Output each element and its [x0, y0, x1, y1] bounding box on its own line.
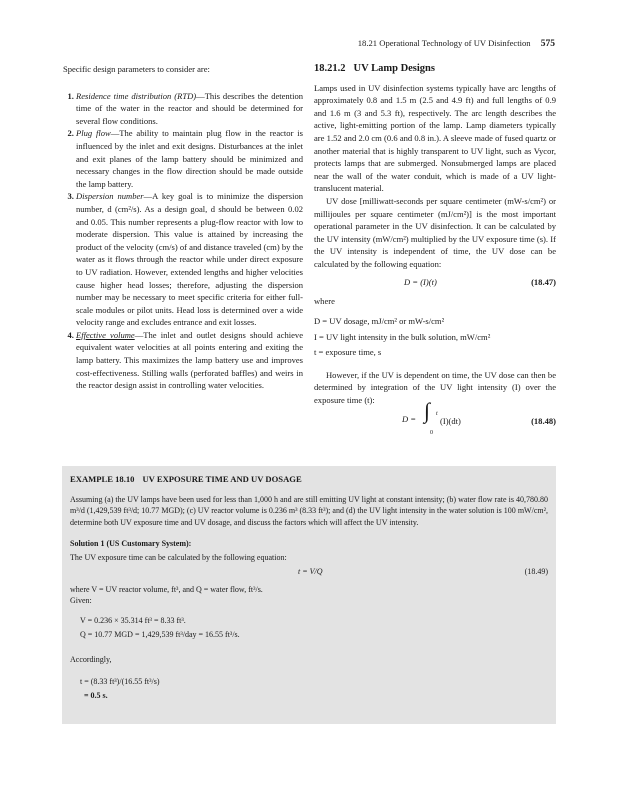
integral-integrand: (I)(dt)	[440, 415, 461, 426]
calculation-line: V = 0.236 × 35.314 ft³ = 8.33 ft³.	[80, 615, 186, 625]
example-heading: UV EXPOSURE TIME AND UV DOSAGE	[142, 474, 302, 484]
solution-heading: Solution 1 (US Customary System):	[70, 539, 192, 549]
solution-intro: The UV exposure time can be calculated by the following equation:	[70, 552, 287, 562]
intro-text: Specific design parameters to consider are:	[63, 64, 210, 74]
integral-lower-limit: 0	[430, 429, 433, 436]
equation-number: (18.47)	[531, 276, 556, 287]
list-item-term: Plug flow	[76, 128, 111, 139]
integral-upper-limit: t	[436, 410, 438, 417]
example-problem: Assuming (a) the UV lamps have been used for less than 1,000 h and are still emitting UV light at constant intensity; (b) water flow rate is 40,780.80 m³/d (1,429,539 ft³/d; 10.77 MGD); (c) UV reactor volume is 0.236 m³ (8.33 ft³); and (d) the UV light intensity in the water solution is 100 mW/cm², determine both UV exposure time and UV dosage, and discuss the factors which will affect the UV intensity.	[70, 494, 548, 527]
calculation-line: Q = 10.77 MGD = 1,429,539 ft³/day = 16.55 ft³/s.	[80, 630, 240, 640]
list-item-term: Effective volume	[76, 329, 135, 340]
definition-line: t = exposure time, s	[314, 347, 382, 358]
example-title	[70, 474, 548, 486]
list-item-text: —The ability to maintain plug flow in the reactor is influenced by the inlet and exit designs. Disturbances at the inlet and exit planes of the lamp battery should be minimized and necessary changes in the flow direction should be made outside the lamp battery.	[76, 128, 303, 189]
integral-expression	[402, 397, 461, 436]
design-parameter-list	[63, 90, 303, 392]
running-header	[358, 38, 555, 49]
equation-18-47	[314, 271, 556, 295]
paragraph: Lamps used in UV disinfection systems typically have arc lengths of approximately 0.8 and 1.5 m (2.5 and 4.9 ft) and full lengths of 0.9 and 1.6 m (3 and 5.3 ft), respectively. The arc length describes the active, light-emitting portion of the lamp. Lamp diameters typically are 1.52 and 2.0 cm (0.6 and 0.8 in.). A sleeve made of fused quartz or another material that is highly transparent to UV light, such as Vycor, protects lamps that are submerged. Nonsubmerged lamps are placed near the wall of the water conduit, which is made of a UV light-translucent material.	[314, 82, 556, 194]
list-item	[76, 127, 303, 190]
running-title: 18.21 Operational Technology of UV Disinfection	[357, 38, 531, 48]
list-item-text: —This describes the detention time of the water in the reactor and should be determined for several flow conditions.	[76, 90, 304, 126]
equation-number: (18.48)	[531, 415, 556, 426]
list-item-term: Dispersion number	[76, 191, 144, 202]
paragraph: However, if the UV is dependent on time, the UV dose can then be determined by integration of the UV light intensity (I) over the exposure time (t):	[314, 369, 556, 406]
example-box	[62, 466, 556, 724]
list-item-term: Residence time distribution (RTD)	[76, 90, 197, 101]
page-number: 575	[540, 39, 555, 49]
equation-18-48	[314, 397, 556, 443]
equation-number: (18.49)	[524, 566, 548, 576]
equation-18-49	[70, 564, 548, 584]
paragraph: UV dose [milliwatt-seconds per square centimeter (mW-s/cm²) or millijoules per square centimeter (mJ/cm²)] is the most important operational parameter in the UV disinfection. It can be calculated by the UV intensity (mW/cm²) multiplied by the UV exposure time (s). If the UV intensity is independent of time, the UV dose can be calculated by the following equation:	[314, 195, 556, 269]
integral-lhs: D =	[402, 413, 417, 424]
where-label: where	[314, 295, 335, 306]
section-heading	[314, 63, 556, 76]
calculation-result: = 0.5 s.	[84, 691, 108, 701]
definition-line: I = UV light intensity in the bulk solution, mW/cm²	[314, 331, 491, 342]
where-line: where V = UV reactor volume, ft³, and Q = water flow, ft³/s.	[70, 584, 263, 594]
left-column	[63, 63, 303, 392]
right-column	[314, 63, 556, 443]
section-number: 18.21.2	[314, 63, 346, 74]
list-item	[76, 90, 303, 128]
equation-expression: t = V/Q	[298, 566, 323, 576]
example-number: EXAMPLE 18.10	[70, 474, 135, 484]
list-item-text: —A key goal is to minimize the dispersion number, d (cm²/s). As a design goal, d should be between 0.02 and 0.05. This number represents a plug-flow reactor with low to moderate dispersion. This value is attained by increasing the product of the velocity (cm/s) of and distance traveled (cm) by the water as it flows through the reactor while under direct exposure to UV radiation. However, extended lengths and higher velocities cause higher head losses; therefore, adjusting the dispersion number may be necessary to meet specific criteria for either full-scale modules or pilot units. Head loss is determined over a wide velocity range and excludes entrance and exit losses.	[76, 191, 303, 328]
calculation-line: t = (8.33 ft³)/(16.55 ft³/s)	[80, 676, 160, 686]
equation-expression: D = (I)(t)	[404, 276, 437, 287]
list-item	[76, 190, 303, 329]
accordingly-label: Accordingly,	[70, 654, 112, 664]
list-item	[76, 329, 303, 392]
integral-sign-icon: ∫	[424, 397, 431, 423]
given-label: Given:	[70, 596, 92, 606]
section-title: UV Lamp Designs	[353, 63, 435, 74]
list-item-text: —The inlet and outlet designs should achieve equivalent water velocities at all points entering and exiting the lamp battery. This maximizes the lamp battery use and improves cost-effectiveness. Stilling walls (perforated baffles) and weirs in the reactor design assist in controlling water velocities.	[76, 329, 303, 391]
variable-definitions	[314, 315, 556, 359]
definition-line: D = UV dosage, mJ/cm² or mW-s/cm²	[314, 316, 445, 327]
